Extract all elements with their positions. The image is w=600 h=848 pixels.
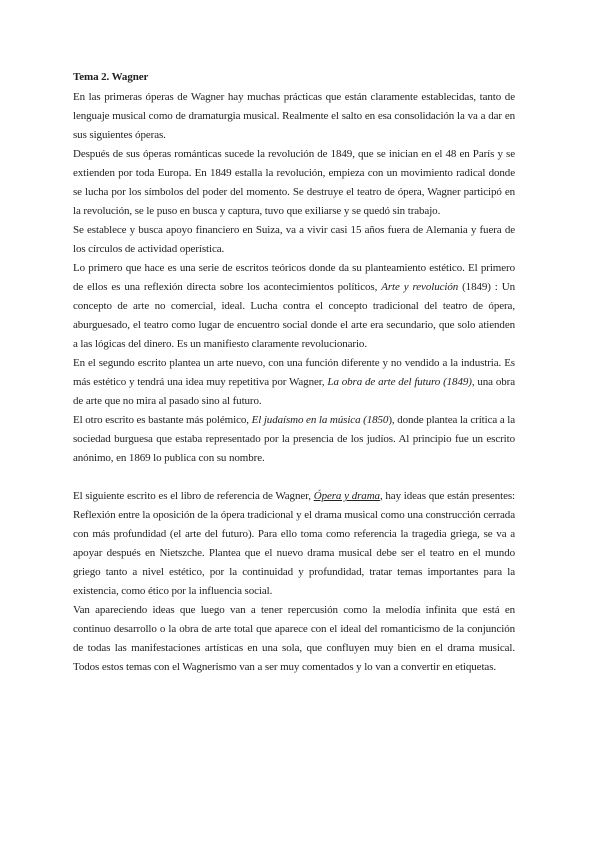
document-title: Tema 2. Wagner [73,71,149,83]
paragraph-second-writing [73,354,515,411]
title-opera-y-drama [314,490,380,502]
paragraph-first-writing [73,259,515,354]
paragraph-opera-y-drama-text-a: El siguiente escrito es el libro de referencia de Wagner, [73,490,314,502]
title-arte-y-revolucion: Arte y revolución [381,281,459,293]
paragraph-revolution: Después de sus óperas románticas sucede la revolución de 1849, que se inician en el 48 en París y se extienden por toda Europa. En 1849 estalla la revolución, empieza con un movimiento radical donde se lucha por los símbolos del poder del momento. Se destruye el teatro de ópera, Wagner participó en la revolución, se le puso en busca y captura, tuvo que exiliarse y se quedó sin trabajo. [73,148,515,217]
paragraph-third-writing-text-a: El otro escrito es bastante más polémico, [73,414,252,426]
paragraph-third-writing [73,411,515,468]
paragraph-first-writing-text-b: (1849) : Un concepto de arte no comercial, ideal. Lucha contra el concepto tradicional del teatro de ópera, aburguesado, el teatro como lugar de encuentro social donde el arte era secundario, que solo atienden a las lógicas del dinero. Es un manifiesto claramente revolucionario. [73,281,515,350]
title-obra-de-arte-del-futuro: La obra de arte del futuro (1849), [327,376,475,388]
paragraph-first-writing-text-a: Lo primero que hace es una serie de escritos teóricos donde da su planteamiento estético. El primero de ellos es una reflexión directa sobre los acontecimientos políticos, [73,262,515,293]
paragraph-opera-y-drama [73,487,515,601]
paragraph-second-writing-text-a: En el segundo escrito plantea un arte nuevo, con una función diferente y no vendido a la industria. Es más estético y tendrá una idea muy repetitiva por Wagner, [73,357,515,388]
paragraph-switzerland: Se establece y busca apoyo financiero en Suiza, va a vivir casi 15 años fuera de Alemania y fuera de los círculos de actividad operística. [73,224,515,255]
paragraph-ideas: Van apareciendo ideas que luego van a tener repercusión como la melodía infinita que está en continuo desarrollo o la obra de arte total que aparece con el ideal del romanticismo de la conjunción de todas las manifestaciones artísticas en una sola, que confluyen muy bien en el drama musical. Todos estos temas con el Wagnerismo van a ser muy comentados y lo van a convertir en etiquetas. [73,604,515,673]
paragraph-early-operas: En las primeras óperas de Wagner hay muchas prácticas que están claramente establecidas, tanto de lenguaje musical como de dramaturgia musical. Realmente el salto en esa consolidación la va a dar en sus siguientes óperas. [73,91,515,141]
paragraph-third-writing-text-b: ), donde plantea la crítica a la sociedad burguesa que estaba representado por la presencia de los judíos. Al principio fue un escrito anónimo, en 1869 lo publica con su nombre. [73,414,515,464]
paragraph-opera-y-drama-text-b: , hay ideas que están presentes: Reflexión entre la oposición de la ópera tradicional y el drama musical como una construcción cerrada con más profundidad (el arte del futuro). Para ello toma como referencia la tragedia griega, se va a apoyar después en Nietszche. Plantea que el nuevo drama musical debe ser el teatro en el mundo griego tanto a nivel estético, por la continuidad y profundidad, tratar temas importantes para la existencia, como ético por la influencia social. [73,490,515,597]
title-opera-y-drama-underline: Ópera y drama [313,490,380,502]
paragraph-spacer [73,468,515,487]
document-page [73,68,515,677]
paragraph-second-writing-text-b: una obra de arte que no mira al pasado sino al futuro. [73,376,515,407]
title-judaismo-en-la-musica: El judaísmo en la música (1850 [251,414,389,426]
